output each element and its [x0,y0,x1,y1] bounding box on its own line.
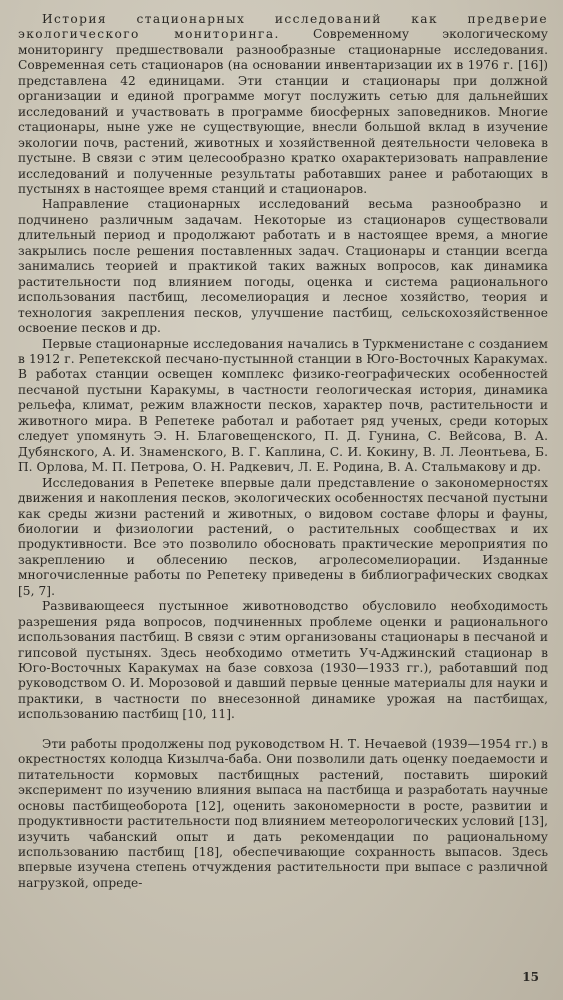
section-lead: История стационарных исследований как предверие экологического мониторинга. [18,12,548,42]
paragraph-uch-adzhi: Развивающееся пустынное животноводство обусловило необходимость разрешения ряда вопросов, подчиненных проблеме оценки и рационального использования пастбищ. В связи с этим организованы стационары в песчаной и гипсовой пустынях. Здесь необходимо отметить Уч-Аджинский стационар в Юго-Восточных Каракумах на базе совхоза (1930—1933 гг.), работавший под руководством О. И. Морозовой и давший первые ценные материалы для науки и практики, в частности по внесезонной динамике урожая на пастбищах, использованию пастбищ [10, 11]. [18,599,548,722]
book-page [18,12,548,992]
paragraph-text: Современному экологическому мониторингу предшествовали разнообразные стационарные исследования. Современная сеть стационаров (на основании инвентаризации их в 1976 г. [16]) представлена 42 единицами. Эти станции и стационары при должной организации и единой программе могут послужить сетью для дальнейших исследований и участвовать в программе биосферных заповедников. Многие стационары, ныне уже не существующие, внесли большой вклад в изучение экологии почв, растений, животных и хозяйственной деятельности человека в пустыне. В связи с этим целесообразно кратко охарактеризовать направление исследований и полученные результаты работавших ранее и работающих в пустынях в настоящее время станций и стационаров. [18,27,548,196]
paragraph-kizylcha-baba: Эти работы продолжены под руководством Н. Т. Нечаевой (1939—1954 гг.) в окрестностях колодца Кизылча-баба. Они позволили дать оценку поедаемости и питательности кормовых пастбищных растений, поставить широкий эксперимент по изучению влияния выпаса на пастбища и разработать научные основы пастбищеоборота [12], оценить закономерности в росте, развитии и продуктивности растительности под влиянием метеорологических условий [13], изучить чабанский опыт и дать рекомендации по рациональному использованию пастбищ [18], обеспечивающие сохранность выпасов. Здесь впервые изучена степень отчуждения растительности при выпасе с различной нагрузкой, опреде- [18,736,548,890]
paragraph-history [18,12,548,197]
paragraph-directions: Направление стационарных исследований весьма разнообразно и подчинено различным задачам. Некоторые из стационаров существовали длительный период и продолжают работать и в настоящее время, а многие закрылись после решения поставленных задач. Стационары и станции всегда занимались теорией и практикой таких важных вопросов, как динамика растительности под влиянием погоды, оценка и система рационального использования пастбищ, лесомелиорация и лесное хозяйство, теория и технология закрепления песков, улучшение пастбищ, сельскохозяйственное освоение песков и др. [18,197,548,336]
paragraph-repetek-station: Первые стационарные исследования начались в Туркменистане с созданием в 1912 г. Репетекской песчано-пустынной станции в Юго-Восточных Каракумах. В работах станции освещен комплекс физико-географических особенностей песчаной пустыни Каракумы, в частности геологическая история, динамика рельефа, климат, режим влажности песков, характер почв, растительности и животного мира. В Репетеке работал и работает ряд ученых, среди которых следует упомянуть Э. Н. Благовещенского, П. Д. Гунина, С. Вейсова, В. А. Дубянского, А. И. Знаменского, В. Г. Каплина, С. И. Кокину, В. Л. Леонтьева, Б. П. Орлова, М. П. Петрова, О. Н. Радкевич, Л. Е. Родина, В. А. Стальмакову и др. [18,336,548,475]
paragraph-repetek-research: Исследования в Репетеке впервые дали представление о закономерностях движения и накопления песков, экологических особенностях песчаной пустыни как среды жизни растений и животных, о видовом составе флоры и фауны, биологии и физиологии растений, о растительных сообществах и их продуктивности. Все это позволило обосновать практические мероприятия по закреплению и облесению песков, агролесомелиорации. Изданные многочисленные работы по Репетеку приведены в библиографических сводках [5, 7]. [18,475,548,598]
page-number: 15 [522,970,539,984]
